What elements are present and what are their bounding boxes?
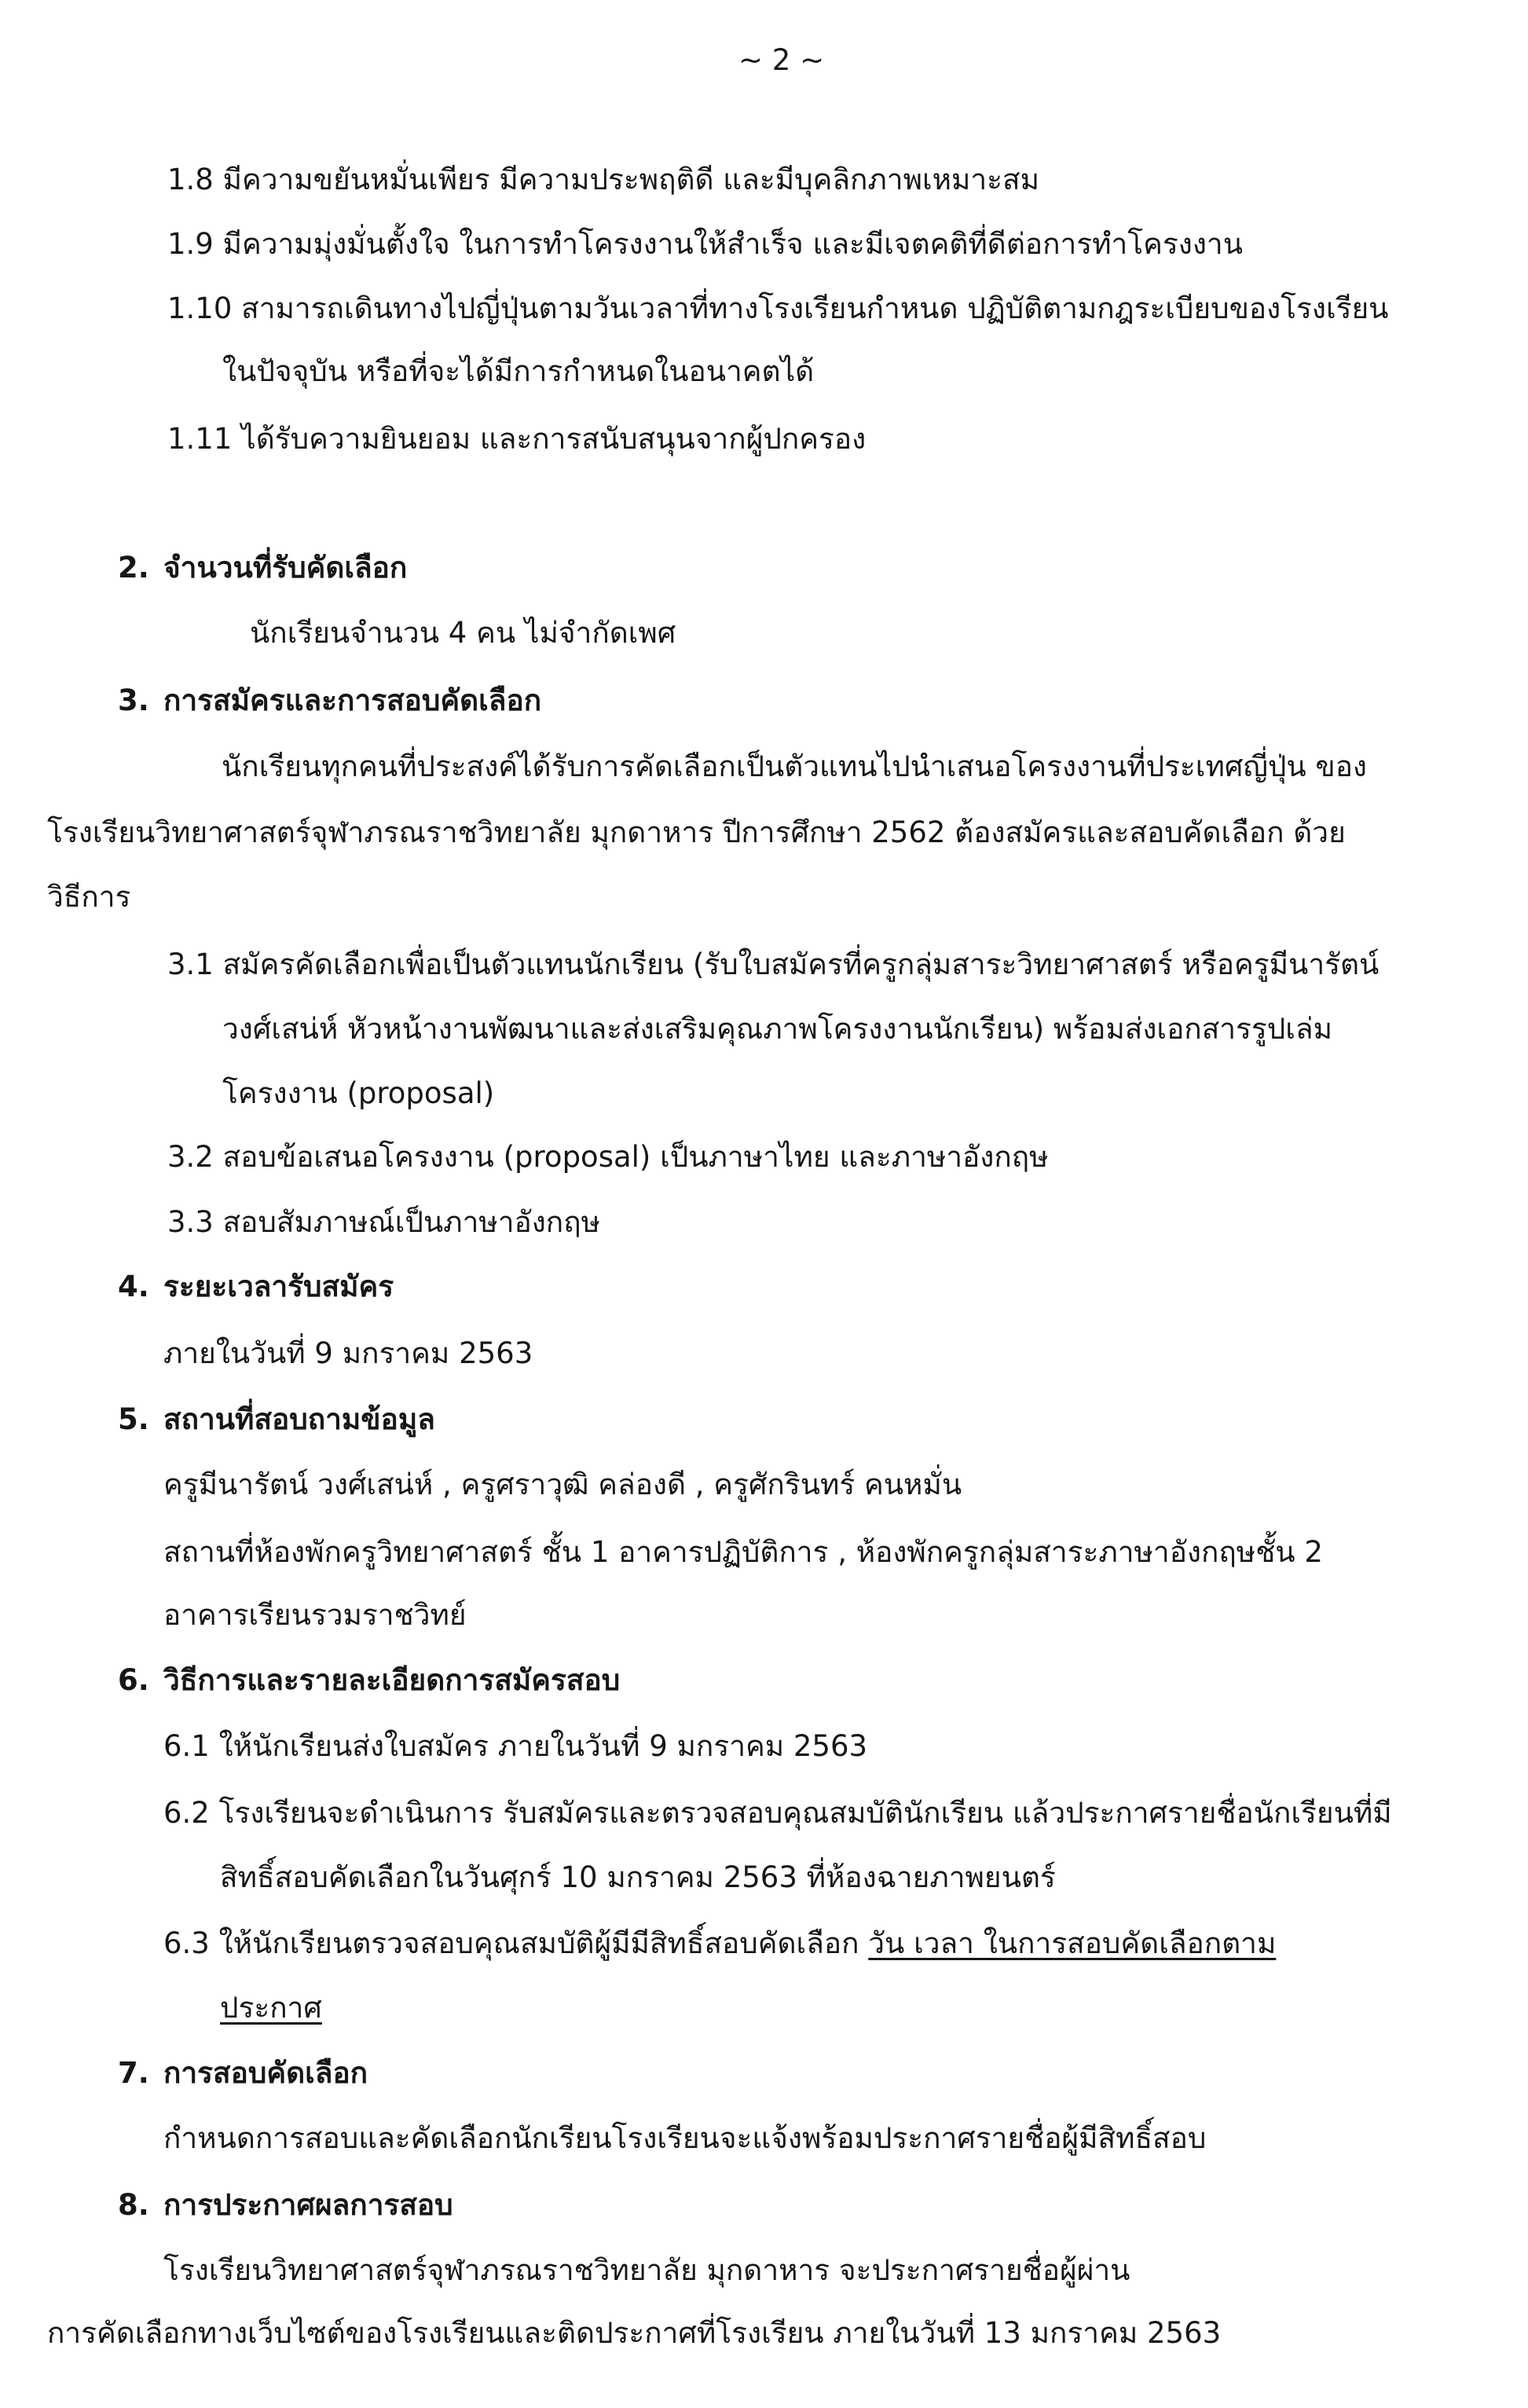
- section-2-title: จำนวนที่รับคัดเลือก: [163, 551, 408, 585]
- section-2-heading: [118, 548, 407, 588]
- item-3-3: 3.3 สอบสัมภาษณ์เป็นภาษาอังกฤษ: [167, 1205, 600, 1239]
- section-6-title: วิธีการและรายละเอียดการสมัครสอบ: [163, 1663, 621, 1697]
- item-3-1-continued: วงศ์เสน่ห์ หัวหน้างานพัฒนาและส่งเสริมคุณภาพโครงงานนักเรียน) พร้อมส่งเอกสารรูปเล่ม: [222, 1012, 1332, 1046]
- section-2-body: นักเรียนจำนวน 4 คน ไม่จำกัดเพศ: [250, 616, 676, 650]
- section-5-heading: [118, 1400, 435, 1439]
- section-5-contacts: ครูมีนารัตน์ วงศ์เสน่ห์ , ครูศราวุฒิ คล่องดี , ครูศักรินทร์ คนหมั่น: [163, 1468, 962, 1501]
- section-4-number: 4.: [118, 1270, 149, 1303]
- section-4-title: ระยะเวลารับสมัคร: [163, 1270, 394, 1303]
- item-3-1-continued-2: โครงงาน (proposal): [222, 1076, 495, 1110]
- section-5-number: 5.: [118, 1402, 149, 1436]
- section-6-number: 6.: [118, 1663, 149, 1697]
- section-2-number: 2.: [118, 551, 149, 585]
- item-6-2-continued: สิทธิ์สอบคัดเลือกในวันศุกร์ 10 มกราคม 2563 ที่ห้องฉายภาพยนตร์: [220, 1860, 1056, 1894]
- item-6-3: [163, 1924, 1276, 1963]
- qualification-1-10: 1.10 สามารถเดินทางไปญี่ปุ่นตามวันเวลาที่ทางโรงเรียนกำหนด ปฏิบัติตามกฎระเบียบของโรงเรียน: [167, 291, 1389, 325]
- section-5-location-continued: อาคารเรียนรวมราชวิทย์: [163, 1598, 467, 1632]
- section-8-number: 8.: [118, 2188, 149, 2222]
- qualification-1-10-continued: ในปัจจุบัน หรือที่จะได้มีการกำหนดในอนาคตได้: [222, 354, 815, 388]
- qualification-1-8: 1.8 มีความขยันหมั่นเพียร มีความประพฤติดี และมีบุคลิกภาพเหมาะสม: [167, 163, 1039, 196]
- section-4-heading: [118, 1267, 394, 1307]
- section-3-paragraph-line-2: โรงเรียนวิทยาศาสตร์จุฬาภรณราชวิทยาลัย มุกดาหาร ปีการศึกษา 2562 ต้องสมัครและสอบคัดเลือก ด้วย: [47, 815, 1346, 849]
- qualification-1-11: 1.11 ได้รับความยินยอม และการสนับสนุนจากผู้ปกครอง: [167, 422, 867, 456]
- item-3-1: 3.1 สมัครคัดเลือกเพื่อเป็นตัวแทนนักเรียน (รับใบสมัครที่ครูกลุ่มสาระวิทยาศาสตร์ หรือครูมีนารัตน์: [167, 947, 1380, 981]
- item-6-3-underlined-text: วัน เวลา ในการสอบคัดเลือกตาม: [868, 1926, 1277, 1960]
- section-8-title: การประกาศผลการสอบ: [163, 2188, 453, 2222]
- section-7-heading: [118, 2054, 368, 2093]
- section-3-number: 3.: [118, 684, 149, 717]
- item-6-2: 6.2 โรงเรียนจะดำเนินการ รับสมัครและตรวจสอบคุณสมบัตินักเรียน แล้วประกาศรายชื่อนักเรียนที่มี: [163, 1796, 1392, 1830]
- section-6-heading: [118, 1661, 620, 1700]
- qualification-1-9: 1.9 มีความมุ่งมั่นตั้งใจ ในการทำโครงงานให้สำเร็จ และมีเจตคติที่ดีต่อการทำโครงงาน: [167, 227, 1243, 261]
- section-7-body: กำหนดการสอบและคัดเลือกนักเรียนโรงเรียนจะแจ้งพร้อมประกาศรายชื่อผู้มีสิทธิ์สอบ: [163, 2121, 1207, 2155]
- section-8-body-line-2: การคัดเลือกทางเว็บไซต์ของโรงเรียนและติดประกาศที่โรงเรียน ภายในวันที่ 13 มกราคม 2563: [47, 2316, 1222, 2350]
- section-7-title: การสอบคัดเลือก: [163, 2056, 368, 2090]
- section-7-number: 7.: [118, 2056, 149, 2090]
- item-6-1: 6.1 ให้นักเรียนส่งใบสมัคร ภายในวันที่ 9 มกราคม 2563: [163, 1729, 868, 1763]
- item-6-3-text: 6.3 ให้นักเรียนตรวจสอบคุณสมบัติผู้มีมีสิทธิ์สอบคัดเลือก: [163, 1926, 869, 1960]
- item-3-2: 3.2 สอบข้อเสนอโครงงาน (proposal) เป็นภาษาไทย และภาษาอังกฤษ: [167, 1140, 1049, 1174]
- section-8-body-line-1: โรงเรียนวิทยาศาสตร์จุฬาภรณราชวิทยาลัย มุกดาหาร จะประกาศรายชื่อผู้ผ่าน: [163, 2253, 1130, 2287]
- page-number: ~ 2 ~: [738, 43, 825, 77]
- section-5-location: สถานที่ห้องพักครูวิทยาศาสตร์ ชั้น 1 อาคารปฏิบัติการ , ห้องพักครูกลุ่มสาระภาษาอังกฤษชั้น 2: [163, 1535, 1323, 1569]
- section-5-title: สถานที่สอบถามข้อมูล: [163, 1402, 435, 1436]
- section-3-heading: [118, 681, 541, 720]
- section-3-paragraph-line-1: นักเรียนทุกคนที่ประสงค์ได้รับการคัดเลือกเป็นตัวแทนไปนำเสนอโครงงานที่ประเทศญี่ปุ่น ของ: [222, 750, 1367, 783]
- section-8-heading: [118, 2186, 453, 2225]
- item-6-3-underlined-continued: ประกาศ: [220, 1991, 322, 2025]
- section-3-paragraph-line-3: วิธีการ: [47, 880, 131, 914]
- section-4-body: ภายในวันที่ 9 มกราคม 2563: [163, 1336, 533, 1370]
- section-3-title: การสมัครและการสอบคัดเลือก: [163, 684, 542, 717]
